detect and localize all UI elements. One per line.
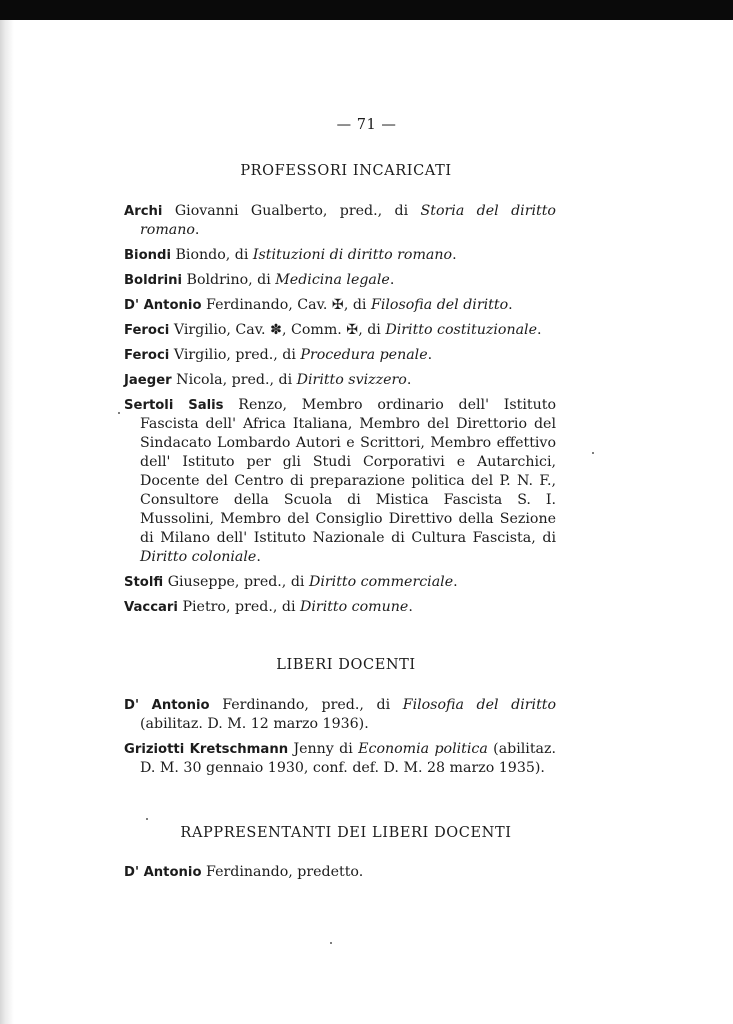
entry-boldrini: Boldrini Boldrino, di Medicina legale. xyxy=(124,272,395,288)
entry-list-professori-incaricati xyxy=(124,202,556,623)
entry-list-rappresentanti xyxy=(124,863,556,888)
section-heading-liberi-docenti: LIBERI DOCENTI xyxy=(276,657,416,673)
entry-sertoli-salis: Sertoli Salis Renzo, Membro ordinario dell' Istituto Fascista dell' Africa Italiana, Membro del Direttorio del Sindacato Lombardo Autori e Scrittori, Membro effettivo dell' Istituto per gli Studi Corporativi e Autarchici, Docente del Centro di preparazione politica del P. N. F., Consultore della Scuola di Mistica Fascista S. I. Mussolini, Membro del Consiglio Direttivo della Sezione di Milano dell' Istituto Nazionale di Cultura Fascista, di Diritto coloniale. xyxy=(124,397,556,565)
entry-vaccari: Vaccari Pietro, pred., di Diritto comune. xyxy=(124,599,413,615)
entry-d-antonio-rappresentante: D' Antonio Ferdinando, predetto. xyxy=(124,864,364,880)
scan-speck xyxy=(146,818,148,820)
scan-top-border xyxy=(0,0,733,20)
scan-speck xyxy=(118,412,120,414)
entry-list-liberi-docenti xyxy=(124,696,556,784)
entry-archi: Archi Giovanni Gualberto, pred., di Storia del diritto romano. xyxy=(124,203,556,238)
entry-feroci-costituzionale: Feroci Virgilio, Cav. ✽, Comm. ✠, di Diritto costituzionale. xyxy=(124,322,542,338)
page-number: — 71 — xyxy=(336,117,397,133)
section-heading-rappresentanti: RAPPRESENTANTI DEI LIBERI DOCENTI xyxy=(180,825,512,841)
entry-biondi: Biondi Biondo, di Istituzioni di diritto romano. xyxy=(124,247,457,263)
entry-feroci-procedura: Feroci Virgilio, pred., di Procedura penale. xyxy=(124,347,433,363)
entry-griziotti-kretschmann: Griziotti Kretschmann Jenny di Economia politica (abilitaz. D. M. 30 gennaio 1930, conf. def. D. M. 28 marzo 1935). xyxy=(124,741,556,776)
scan-speck xyxy=(330,942,332,944)
scan-binding-edge xyxy=(0,20,14,1024)
entry-stolfi: Stolfi Giuseppe, pred., di Diritto commerciale. xyxy=(124,574,458,590)
scan-speck xyxy=(592,452,594,454)
entry-d-antonio-libero-docente: D' Antonio Ferdinando, pred., di Filosofia del diritto (abilitaz. D. M. 12 marzo 1936). xyxy=(124,697,557,732)
entry-d-antonio: D' Antonio Ferdinando, Cav. ✠, di Filosofia del diritto. xyxy=(124,297,513,313)
section-heading-professori-incaricati: PROFESSORI INCARICATI xyxy=(240,163,452,179)
entry-jaeger: Jaeger Nicola, pred., di Diritto svizzero. xyxy=(124,372,412,388)
